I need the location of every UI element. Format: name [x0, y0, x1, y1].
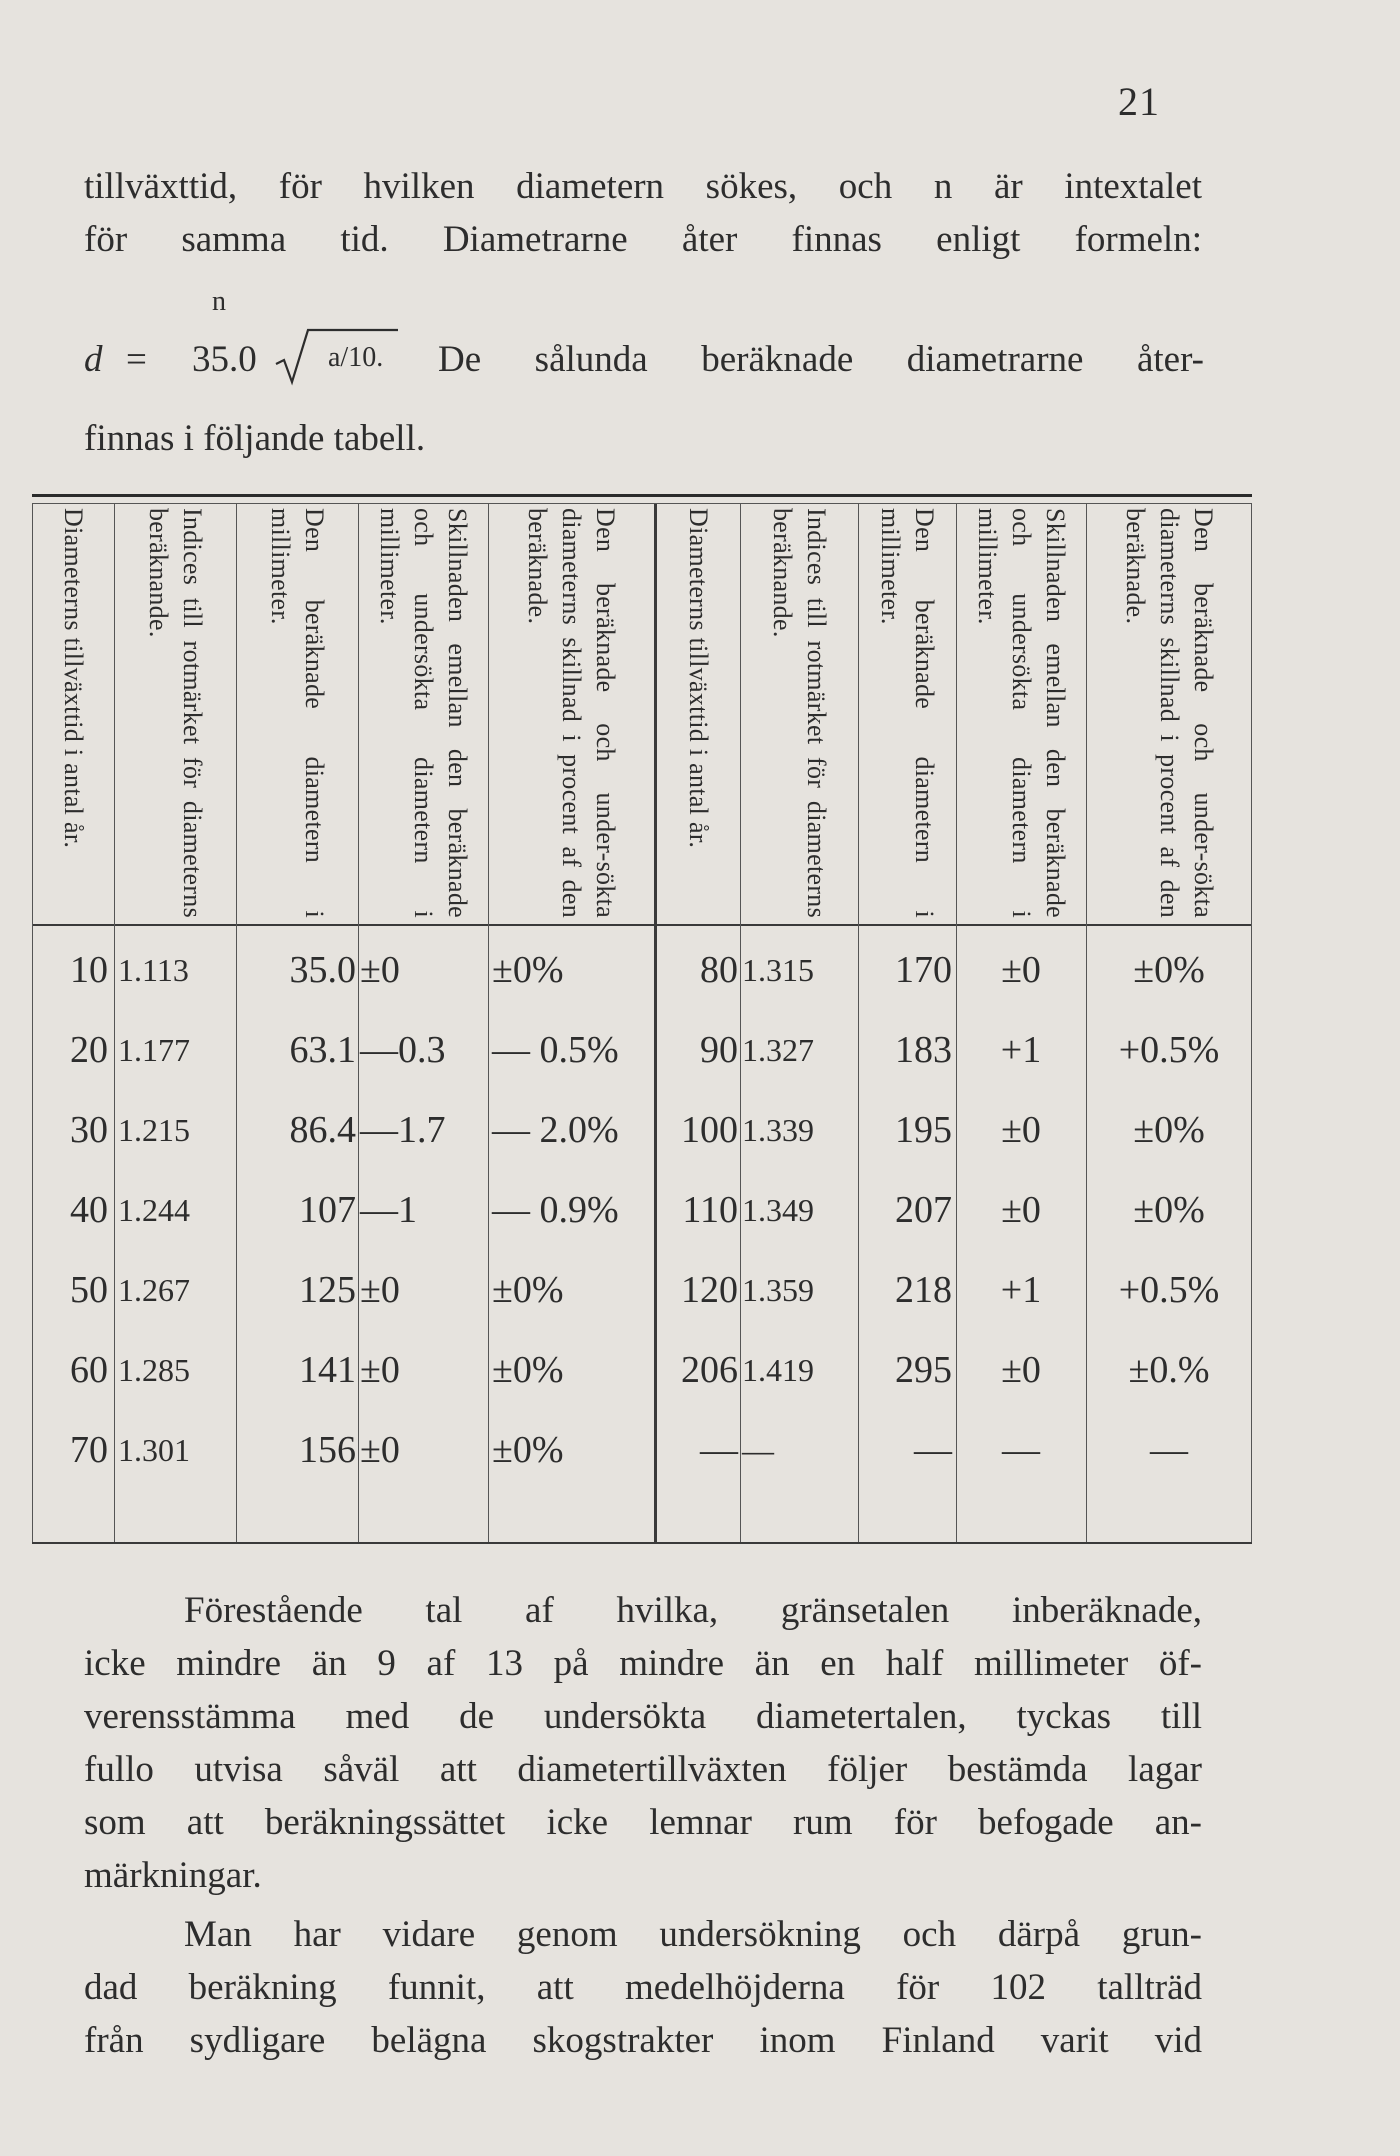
table-cell: 30	[70, 1109, 108, 1151]
table-cell: ±0.%	[1128, 1349, 1210, 1391]
table-row	[32, 1090, 1252, 1170]
table-cell: 156	[299, 1429, 356, 1471]
table-cell: 1.315	[742, 952, 814, 988]
table-top-rule-thin	[32, 503, 1252, 504]
table-cell: 100	[681, 1109, 738, 1151]
table-cell: ±0%	[492, 949, 564, 991]
table-cell: +1	[1000, 1269, 1042, 1311]
table-cell: +0.5%	[1118, 1029, 1220, 1071]
intro-paragraph	[84, 160, 1202, 266]
column-header: Indices till rotmärket för diameterns beräknande.	[768, 508, 831, 918]
table-cell: —	[700, 1429, 738, 1471]
table-cell: 125	[299, 1269, 356, 1311]
table-cell: —0.3	[360, 1029, 446, 1071]
table-row	[32, 1170, 1252, 1250]
table-cell: —	[1002, 1429, 1040, 1471]
table-cell: +0.5%	[1118, 1269, 1220, 1311]
table-cell: 86.4	[289, 1109, 356, 1151]
column-header: Skillnaden emellan den beräknade och undersökta diametern i millimeter.	[973, 508, 1070, 918]
column-header: Den beräknade och under-sökta diameterns skillnad i procent af den beräknade.	[523, 508, 620, 918]
table-cell: 1.339	[742, 1112, 814, 1148]
table-cell: 10	[70, 949, 108, 991]
table-cell: 1.359	[742, 1272, 814, 1308]
table-cell: — 2.0%	[492, 1109, 619, 1151]
table-cell: —1.7	[360, 1109, 446, 1151]
table-cell: ±0%	[1133, 949, 1205, 991]
table-cell: — 0.5%	[492, 1029, 619, 1071]
table-cell: — 0.9%	[492, 1189, 619, 1231]
table-cell: 1.419	[742, 1352, 814, 1388]
table-cell: ±0	[360, 1349, 400, 1391]
diameter-table	[32, 494, 1252, 1544]
table-cell: 195	[895, 1109, 952, 1151]
paragraph-2-line: från sydligare belägna skogstrakter inom Finland varit vid	[84, 2020, 1202, 2061]
paragraph-1-line: Förestående tal af hvilka, gränsetalen inberäknade,	[184, 1590, 1202, 1631]
table-cell: ±0	[360, 949, 400, 991]
column-header: Indices till rotmärket för diameterns beräknande.	[144, 508, 207, 918]
table-cell: ±0	[360, 1269, 400, 1311]
table-cell: 1.267	[118, 1272, 190, 1308]
table-cell: 70	[70, 1429, 108, 1471]
table-row	[32, 1330, 1252, 1410]
column-header: Den beräknade diametern i millimeter.	[266, 508, 329, 918]
table-cell: 206	[681, 1349, 738, 1391]
paragraph-1	[84, 1584, 1202, 1902]
table-cell: ±0%	[1133, 1109, 1205, 1151]
table-cell: 107	[299, 1189, 356, 1231]
paragraph-1-line: som att beräkningssättet icke lemnar rum för befogade an-	[84, 1802, 1202, 1843]
table-row	[32, 1010, 1252, 1090]
table-cell: 141	[299, 1349, 356, 1391]
table-cell: 1.349	[742, 1192, 814, 1228]
table-cell: ±0	[1001, 1109, 1041, 1151]
table-cell: ±0	[1001, 1189, 1041, 1231]
table-cell: 1.113	[118, 952, 189, 988]
table-header-rule	[32, 924, 1252, 926]
column-header: Den beräknade och under-sökta diameterns skillnad i procent af den beräknade.	[1120, 508, 1218, 918]
table-cell: 207	[895, 1189, 952, 1231]
table-cell: 35.0	[289, 949, 356, 991]
formula-tail-text: De sålunda beräknade diametrarne åter-	[438, 339, 1204, 380]
table-cell: 110	[682, 1189, 738, 1231]
table-cell: 90	[700, 1029, 738, 1071]
table-cell: 60	[70, 1349, 108, 1391]
table-cell: 295	[895, 1349, 952, 1391]
table-cell: —1	[360, 1189, 417, 1231]
table-row	[32, 1410, 1252, 1490]
paragraph-1-line: icke mindre än 9 af 13 på mindre än en half millimeter öf-	[84, 1643, 1202, 1684]
table-cell: 1.244	[118, 1192, 190, 1228]
paragraph-1-line: fullo utvisa såväl att diametertillväxten följer bestämda lagar	[84, 1749, 1202, 1790]
column-header: Den beräknade diametern i millimeter.	[876, 508, 939, 918]
paragraph-2	[84, 1908, 1202, 2067]
table-cell: 63.1	[289, 1029, 356, 1071]
table-cell: 40	[70, 1189, 108, 1231]
table-cell: 1.215	[118, 1112, 190, 1148]
formula-coefficient: 35.0	[192, 339, 257, 380]
table-cell: ±0%	[492, 1429, 564, 1471]
formula-root-index: n	[212, 286, 226, 317]
table-bottom-rule	[32, 1542, 1252, 1544]
column-header: Skillnaden emellan den beräknade och undersökta diametern i millimeter.	[375, 508, 472, 918]
table-cell: 1.177	[118, 1032, 190, 1068]
table-row	[32, 1250, 1252, 1330]
paragraph-1-line: märkningar.	[84, 1855, 262, 1896]
table-row	[32, 930, 1252, 1010]
intro-line-2: för samma tid. Diametrarne åter finnas enligt formeln:	[84, 219, 1202, 260]
table-cell: ±0%	[1133, 1189, 1205, 1231]
paragraph-2-line: dad beräkning funnit, att medelhöjderna för 102 tallträd	[84, 1967, 1202, 2008]
formula-equals: =	[126, 339, 147, 380]
table-cell: 80	[700, 949, 738, 991]
table-cell: 170	[895, 949, 952, 991]
table-cell: 20	[70, 1029, 108, 1071]
after-formula-line: finnas i följande tabell.	[84, 418, 426, 459]
table-cell: 1.327	[742, 1032, 814, 1068]
after-formula-paragraph	[84, 412, 1202, 465]
paragraph-2-line: Man har vidare genom undersökning och därpå grun-	[184, 1914, 1202, 1955]
formula-lhs: d	[84, 339, 103, 380]
table-cell: —	[914, 1429, 952, 1471]
table-cell: ±0	[1001, 1349, 1041, 1391]
table-cell: 1.301	[118, 1432, 190, 1468]
table-cell: 183	[895, 1029, 952, 1071]
table-cell: —	[742, 1432, 774, 1468]
column-header: Diameterns tillväxttid i antal år.	[684, 508, 713, 849]
table-cell: —	[1150, 1429, 1188, 1471]
table-cell: ±0%	[492, 1269, 564, 1311]
paragraph-1-line: verensstämma med de undersökta diametertalen, tyckas till	[84, 1696, 1202, 1737]
table-cell: 120	[681, 1269, 738, 1311]
formula-radicand: a/10.	[328, 342, 384, 373]
column-header: Diameterns tillväxttid i antal år.	[59, 508, 88, 849]
table-top-rule	[32, 494, 1252, 497]
table-cell: ±0%	[492, 1349, 564, 1391]
table-cell: ±0	[360, 1429, 400, 1471]
page-number: 21	[1118, 79, 1160, 124]
table-cell: 218	[895, 1269, 952, 1311]
table-cell: 1.285	[118, 1352, 190, 1388]
table-cell: +1	[1000, 1029, 1042, 1071]
intro-line-1: tillväxttid, för hvilken diametern sökes, och n är intextalet	[84, 166, 1202, 207]
table-cell: ±0	[1001, 949, 1041, 991]
table-cell: 50	[70, 1269, 108, 1311]
